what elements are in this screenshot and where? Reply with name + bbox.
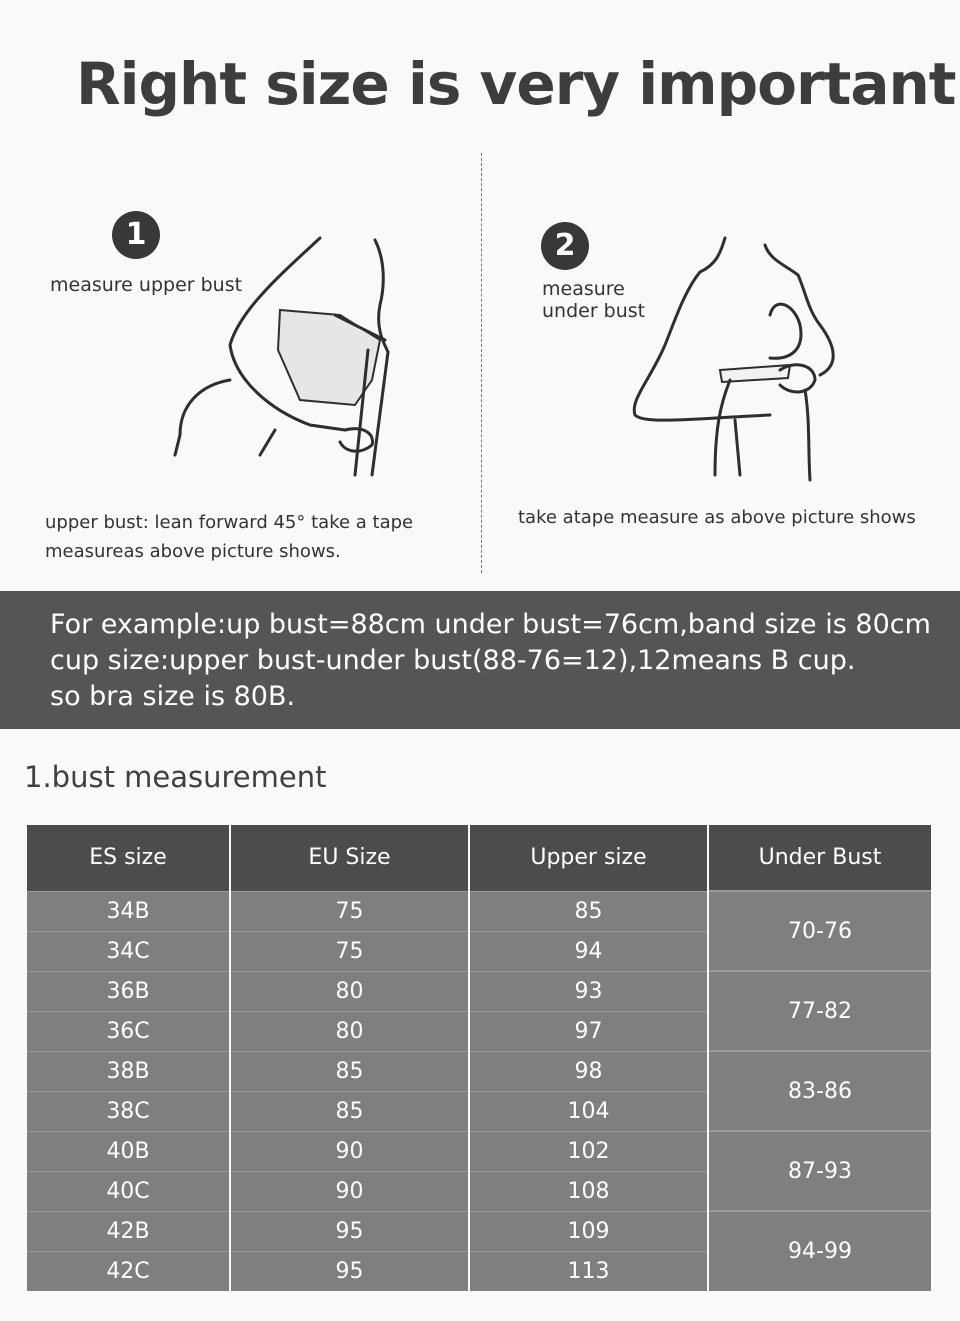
cell-upper-size: 104	[469, 1091, 708, 1131]
cell-under-bust: 70-76	[708, 891, 931, 971]
under-bust-figure-illustration	[620, 230, 860, 490]
example-line-1: For example:up bust=88cm under bust=76cm,band size is 80cm	[50, 609, 931, 640]
size-table	[27, 825, 931, 1291]
cell-es-size: 36B	[27, 971, 230, 1011]
step-2-label: measure under bust	[542, 278, 646, 322]
cell-es-size: 42B	[27, 1211, 230, 1251]
cell-upper-size: 93	[469, 971, 708, 1011]
cell-upper-size: 108	[469, 1171, 708, 1211]
cell-under-bust: 83-86	[708, 1051, 931, 1131]
cell-eu-size: 90	[230, 1131, 469, 1171]
cell-eu-size: 80	[230, 1011, 469, 1051]
step-1-label: measure upper bust	[50, 274, 243, 296]
cell-es-size: 34C	[27, 931, 230, 971]
example-line-3: so bra size is 80B.	[50, 681, 296, 712]
cell-es-size: 38B	[27, 1051, 230, 1091]
cell-upper-size: 85	[469, 891, 708, 931]
cell-eu-size: 85	[230, 1051, 469, 1091]
cell-eu-size: 90	[230, 1171, 469, 1211]
cell-upper-size: 98	[469, 1051, 708, 1091]
example-banner	[0, 591, 960, 729]
cell-eu-size: 95	[230, 1251, 469, 1291]
step-1-badge: 1	[112, 211, 160, 259]
section-title: 1.bust measurement	[24, 760, 327, 794]
table-row	[27, 1131, 931, 1171]
cell-es-size: 34B	[27, 891, 230, 931]
table-header-row	[27, 825, 931, 891]
header-eu-size: EU Size	[230, 825, 469, 891]
cell-under-bust: 87-93	[708, 1131, 931, 1211]
header-under-bust: Under Bust	[708, 825, 931, 891]
cell-es-size: 42C	[27, 1251, 230, 1291]
cell-es-size: 38C	[27, 1091, 230, 1131]
example-line-2: cup size:upper bust-under bust(88-76=12),12means B cup.	[50, 645, 856, 676]
cell-upper-size: 97	[469, 1011, 708, 1051]
cell-es-size: 36C	[27, 1011, 230, 1051]
header-upper-size: Upper size	[469, 825, 708, 891]
page-title: Right size is very important	[76, 50, 956, 118]
step-2-badge: 2	[541, 222, 589, 270]
divider	[481, 153, 482, 573]
cell-upper-size: 113	[469, 1251, 708, 1291]
cell-eu-size: 95	[230, 1211, 469, 1251]
cell-upper-size: 94	[469, 931, 708, 971]
cell-es-size: 40B	[27, 1131, 230, 1171]
cell-eu-size: 75	[230, 931, 469, 971]
header-es-size: ES size	[27, 825, 230, 891]
cell-es-size: 40C	[27, 1171, 230, 1211]
cell-eu-size: 75	[230, 891, 469, 931]
step-1-caption: upper bust: lean forward 45° take a tape measureas above picture shows.	[45, 512, 414, 562]
table-row	[27, 1211, 931, 1251]
cell-eu-size: 85	[230, 1091, 469, 1131]
cell-upper-size: 109	[469, 1211, 708, 1251]
cell-upper-size: 102	[469, 1131, 708, 1171]
upper-bust-figure-illustration	[160, 230, 440, 500]
table-row	[27, 971, 931, 1011]
table-row	[27, 891, 931, 931]
table-row	[27, 1051, 931, 1091]
cell-under-bust: 77-82	[708, 971, 931, 1051]
step-2-caption: take atape measure as above picture shows	[518, 507, 916, 528]
cell-under-bust: 94-99	[708, 1211, 931, 1291]
cell-eu-size: 80	[230, 971, 469, 1011]
